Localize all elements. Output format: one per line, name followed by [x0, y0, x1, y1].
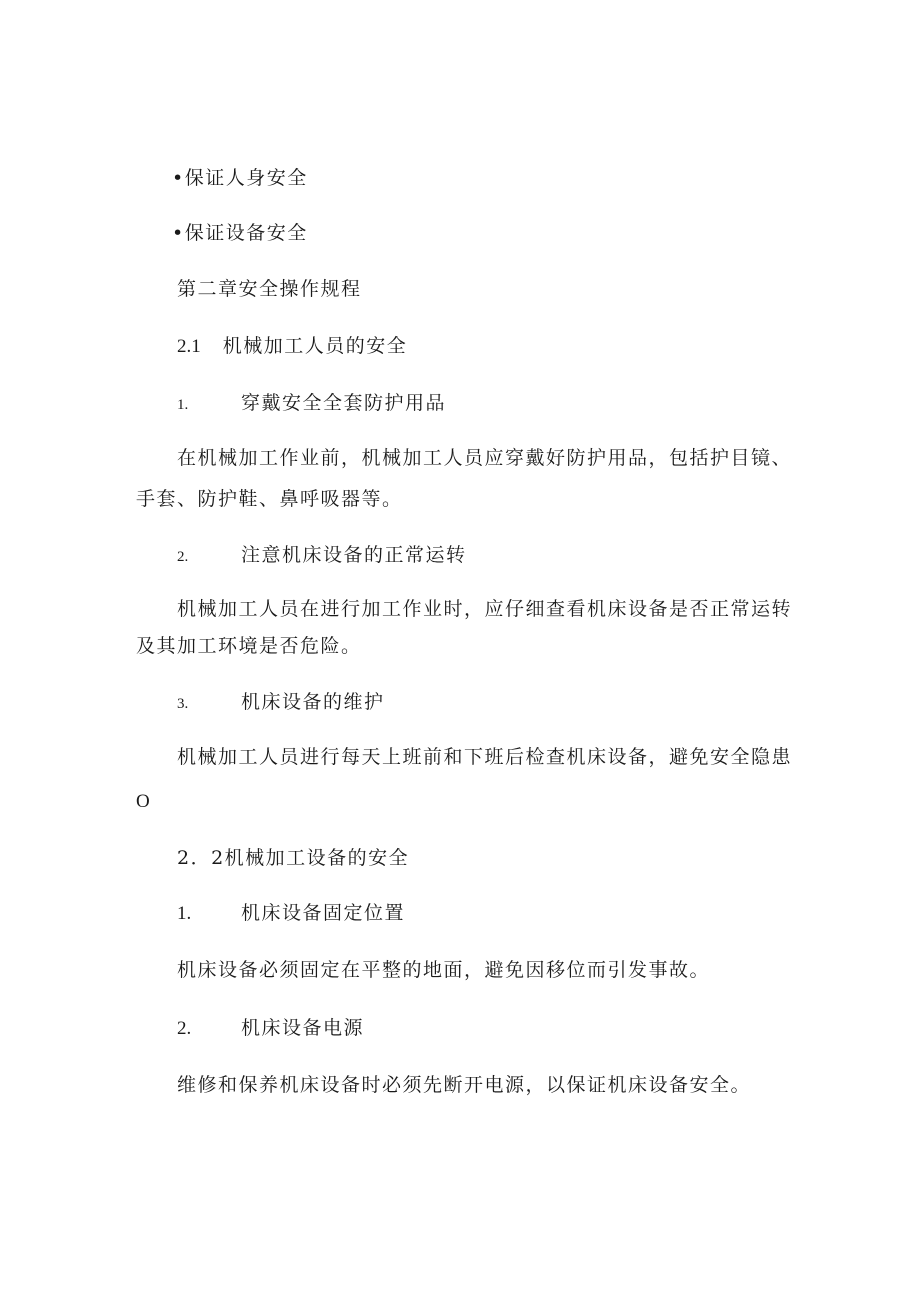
item-1-number: 1.: [177, 397, 189, 413]
paragraph-3-line-2: O: [136, 791, 150, 812]
item-4-heading: [177, 901, 191, 926]
bullet-personal-safety: •保证人身安全: [172, 167, 308, 189]
section-2-1-heading: [177, 334, 407, 359]
paragraph-1-line-2: 手套、防护鞋、鼻呼吸器等。: [136, 488, 403, 510]
bullet-equipment-safety: •保证设备安全: [172, 222, 308, 244]
item-1-heading: [177, 391, 188, 417]
paragraph-4: 机床设备必须固定在平整的地面，避免因移位而引发事故。: [177, 959, 711, 981]
paragraph-5: 维修和保养机床设备时必须先断开电源，以保证机床设备安全。: [177, 1074, 752, 1096]
item-3-heading: [177, 690, 188, 716]
paragraph-1-line-1: 在机械加工作业前，机械加工人员应穿戴好防护用品，包括护目镜、: [177, 447, 793, 469]
item-1-title: 穿戴安全全套防护用品: [241, 392, 447, 414]
item-2-number: 2.: [177, 549, 189, 565]
item-2-title: 注意机床设备的正常运转: [241, 544, 467, 566]
paragraph-3-line-1: 机械加工人员进行每天上班前和下班后检查机床设备，避免安全隐患: [177, 746, 793, 768]
chapter-2-title: 第二章安全操作规程: [177, 278, 362, 300]
paragraph-2-line-2: 及其加工环境是否危险。: [136, 635, 362, 657]
item-5-heading: [177, 1016, 191, 1041]
item-5-number: 2.: [177, 1018, 192, 1039]
item-5-title: 机床设备电源: [241, 1017, 365, 1039]
item-3-title: 机床设备的维护: [241, 691, 385, 713]
section-2-2-heading: 2．2机械加工设备的安全: [177, 847, 410, 869]
item-3-number: 3.: [177, 696, 189, 712]
section-2-1-title: 机械加工人员的安全: [222, 335, 408, 357]
item-4-number: 1.: [177, 903, 192, 924]
section-2-1-number: 2.1: [177, 336, 201, 357]
item-2-heading: [177, 543, 188, 569]
item-4-title: 机床设备固定位置: [241, 902, 406, 924]
paragraph-2-line-1: 机械加工人员在进行加工作业时，应仔细查看机床设备是否正常运转: [177, 598, 793, 620]
